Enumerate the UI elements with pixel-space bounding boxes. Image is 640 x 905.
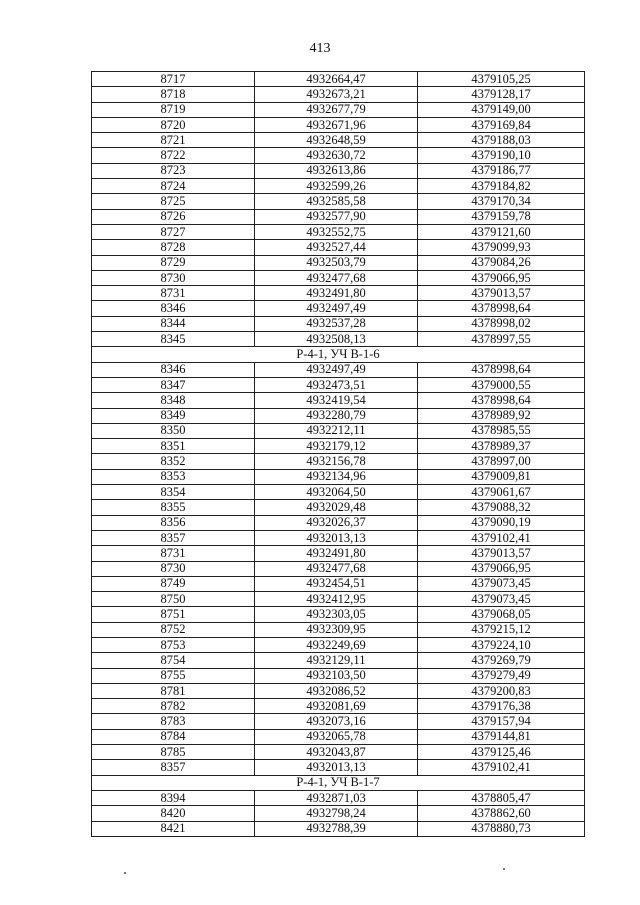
y-coordinate-cell: 4378998,64	[418, 362, 585, 377]
table-row	[92, 683, 585, 698]
point-number-cell: 8724	[92, 179, 255, 194]
table-row	[92, 72, 585, 87]
table-row	[92, 286, 585, 301]
x-coordinate-cell: 4932630,72	[255, 148, 418, 163]
x-coordinate-cell: 4932134,96	[255, 469, 418, 484]
point-number-cell: 8728	[92, 240, 255, 255]
x-coordinate-cell: 4932249,69	[255, 637, 418, 652]
point-number-cell: 8420	[92, 806, 255, 821]
y-coordinate-cell: 4379121,60	[418, 224, 585, 239]
point-number-cell: 8352	[92, 454, 255, 469]
scan-speck	[124, 872, 126, 874]
point-number-cell: 8718	[92, 87, 255, 102]
y-coordinate-cell: 4378985,55	[418, 423, 585, 438]
point-number-cell: 8348	[92, 393, 255, 408]
point-number-cell: 8731	[92, 546, 255, 561]
point-number-cell: 8357	[92, 530, 255, 545]
table-row	[92, 301, 585, 316]
section-header-row	[92, 347, 585, 362]
x-coordinate-cell: 4932065,78	[255, 729, 418, 744]
section-title: Р-4-1, УЧ В-1-7	[92, 775, 585, 790]
table-row	[92, 194, 585, 209]
y-coordinate-cell: 4378989,92	[418, 408, 585, 423]
table-row	[92, 255, 585, 270]
y-coordinate-cell: 4379099,93	[418, 240, 585, 255]
point-number-cell: 8350	[92, 423, 255, 438]
point-number-cell: 8749	[92, 576, 255, 591]
x-coordinate-cell: 4932412,95	[255, 592, 418, 607]
point-number-cell: 8717	[92, 72, 255, 87]
point-number-cell: 8394	[92, 790, 255, 805]
table-row	[92, 224, 585, 239]
table-row	[92, 745, 585, 760]
table-row	[92, 653, 585, 668]
y-coordinate-cell: 4378880,73	[418, 821, 585, 836]
x-coordinate-cell: 4932129,11	[255, 653, 418, 668]
point-number-cell: 8347	[92, 377, 255, 392]
y-coordinate-cell: 4379169,84	[418, 117, 585, 132]
x-coordinate-cell: 4932073,16	[255, 714, 418, 729]
y-coordinate-cell: 4379066,95	[418, 270, 585, 285]
section-title: Р-4-1, УЧ В-1-6	[92, 347, 585, 362]
x-coordinate-cell: 4932064,50	[255, 485, 418, 500]
table-row	[92, 133, 585, 148]
point-number-cell: 8754	[92, 653, 255, 668]
x-coordinate-cell: 4932309,95	[255, 622, 418, 637]
y-coordinate-cell: 4379170,34	[418, 194, 585, 209]
table-row	[92, 393, 585, 408]
x-coordinate-cell: 4932103,50	[255, 668, 418, 683]
table-row	[92, 714, 585, 729]
x-coordinate-cell: 4932156,78	[255, 454, 418, 469]
point-number-cell: 8346	[92, 301, 255, 316]
table-row	[92, 270, 585, 285]
x-coordinate-cell: 4932648,59	[255, 133, 418, 148]
point-number-cell: 8345	[92, 332, 255, 347]
y-coordinate-cell: 4379125,46	[418, 745, 585, 760]
y-coordinate-cell: 4379176,38	[418, 699, 585, 714]
point-number-cell: 8751	[92, 607, 255, 622]
point-number-cell: 8730	[92, 561, 255, 576]
x-coordinate-cell: 4932473,51	[255, 377, 418, 392]
point-number-cell: 8727	[92, 224, 255, 239]
x-coordinate-cell: 4932577,90	[255, 209, 418, 224]
section-header-row	[92, 775, 585, 790]
y-coordinate-cell: 4379128,17	[418, 87, 585, 102]
x-coordinate-cell: 4932537,28	[255, 316, 418, 331]
point-number-cell: 8719	[92, 102, 255, 117]
point-number-cell: 8351	[92, 439, 255, 454]
x-coordinate-cell: 4932497,49	[255, 301, 418, 316]
point-number-cell: 8721	[92, 133, 255, 148]
table-row	[92, 332, 585, 347]
point-number-cell: 8781	[92, 683, 255, 698]
point-number-cell: 8726	[92, 209, 255, 224]
point-number-cell: 8753	[92, 637, 255, 652]
y-coordinate-cell: 4379105,25	[418, 72, 585, 87]
table-row	[92, 790, 585, 805]
x-coordinate-cell: 4932081,69	[255, 699, 418, 714]
y-coordinate-cell: 4379068,05	[418, 607, 585, 622]
point-number-cell: 8784	[92, 729, 255, 744]
table-row	[92, 729, 585, 744]
table-row	[92, 117, 585, 132]
y-coordinate-cell: 4379090,19	[418, 515, 585, 530]
table-row	[92, 576, 585, 591]
y-coordinate-cell: 4378998,64	[418, 301, 585, 316]
table-row	[92, 760, 585, 775]
point-number-cell: 8723	[92, 163, 255, 178]
point-number-cell: 8750	[92, 592, 255, 607]
table-row	[92, 622, 585, 637]
point-number-cell: 8344	[92, 316, 255, 331]
x-coordinate-cell: 4932013,13	[255, 530, 418, 545]
table-row	[92, 637, 585, 652]
y-coordinate-cell: 4379184,82	[418, 179, 585, 194]
y-coordinate-cell: 4378862,60	[418, 806, 585, 821]
x-coordinate-cell: 4932491,80	[255, 546, 418, 561]
table-row	[92, 485, 585, 500]
scan-speck	[503, 868, 505, 870]
x-coordinate-cell: 4932677,79	[255, 102, 418, 117]
y-coordinate-cell: 4379200,83	[418, 683, 585, 698]
table-row	[92, 163, 585, 178]
y-coordinate-cell: 4379224,10	[418, 637, 585, 652]
y-coordinate-cell: 4378998,02	[418, 316, 585, 331]
table-row	[92, 500, 585, 515]
table-row	[92, 546, 585, 561]
x-coordinate-cell: 4932013,13	[255, 760, 418, 775]
y-coordinate-cell: 4379073,45	[418, 592, 585, 607]
x-coordinate-cell: 4932527,44	[255, 240, 418, 255]
x-coordinate-cell: 4932419,54	[255, 393, 418, 408]
y-coordinate-cell: 4379149,00	[418, 102, 585, 117]
table-row	[92, 148, 585, 163]
page-number: 413	[309, 41, 331, 56]
coordinates-table	[91, 71, 585, 837]
point-number-cell: 8725	[92, 194, 255, 209]
point-number-cell: 8356	[92, 515, 255, 530]
y-coordinate-cell: 4379013,57	[418, 546, 585, 561]
x-coordinate-cell: 4932497,49	[255, 362, 418, 377]
x-coordinate-cell: 4932503,79	[255, 255, 418, 270]
x-coordinate-cell: 4932477,68	[255, 270, 418, 285]
x-coordinate-cell: 4932552,75	[255, 224, 418, 239]
x-coordinate-cell: 4932086,52	[255, 683, 418, 698]
point-number-cell: 8752	[92, 622, 255, 637]
point-number-cell: 8357	[92, 760, 255, 775]
point-number-cell: 8731	[92, 286, 255, 301]
table-row	[92, 607, 585, 622]
y-coordinate-cell: 4378989,37	[418, 439, 585, 454]
y-coordinate-cell: 4379190,10	[418, 148, 585, 163]
x-coordinate-cell: 4932026,37	[255, 515, 418, 530]
y-coordinate-cell: 4378997,00	[418, 454, 585, 469]
x-coordinate-cell: 4932788,39	[255, 821, 418, 836]
x-coordinate-cell: 4932029,48	[255, 500, 418, 515]
x-coordinate-cell: 4932671,96	[255, 117, 418, 132]
table-row	[92, 454, 585, 469]
y-coordinate-cell: 4379159,78	[418, 209, 585, 224]
x-coordinate-cell: 4932491,80	[255, 286, 418, 301]
table-row	[92, 377, 585, 392]
y-coordinate-cell: 4378805,47	[418, 790, 585, 805]
table-row	[92, 102, 585, 117]
x-coordinate-cell: 4932599,26	[255, 179, 418, 194]
point-number-cell: 8355	[92, 500, 255, 515]
x-coordinate-cell: 4932871,03	[255, 790, 418, 805]
table-row	[92, 240, 585, 255]
x-coordinate-cell: 4932212,11	[255, 423, 418, 438]
table-row	[92, 423, 585, 438]
x-coordinate-cell: 4932280,79	[255, 408, 418, 423]
y-coordinate-cell: 4379073,45	[418, 576, 585, 591]
x-coordinate-cell: 4932585,58	[255, 194, 418, 209]
x-coordinate-cell: 4932043,87	[255, 745, 418, 760]
point-number-cell: 8730	[92, 270, 255, 285]
table-row	[92, 515, 585, 530]
point-number-cell: 8755	[92, 668, 255, 683]
table-row	[92, 668, 585, 683]
x-coordinate-cell: 4932508,13	[255, 332, 418, 347]
x-coordinate-cell: 4932798,24	[255, 806, 418, 821]
x-coordinate-cell: 4932673,21	[255, 87, 418, 102]
y-coordinate-cell: 4379215,12	[418, 622, 585, 637]
x-coordinate-cell: 4932454,51	[255, 576, 418, 591]
point-number-cell: 8353	[92, 469, 255, 484]
x-coordinate-cell: 4932613,86	[255, 163, 418, 178]
table-row	[92, 209, 585, 224]
coordinates-table-body	[92, 72, 585, 837]
table-row	[92, 469, 585, 484]
table-row	[92, 179, 585, 194]
y-coordinate-cell: 4379000,55	[418, 377, 585, 392]
y-coordinate-cell: 4379102,41	[418, 530, 585, 545]
point-number-cell: 8720	[92, 117, 255, 132]
x-coordinate-cell: 4932179,12	[255, 439, 418, 454]
point-number-cell: 8729	[92, 255, 255, 270]
table-row	[92, 439, 585, 454]
y-coordinate-cell: 4379013,57	[418, 286, 585, 301]
table-row	[92, 821, 585, 836]
point-number-cell: 8354	[92, 485, 255, 500]
x-coordinate-cell: 4932477,68	[255, 561, 418, 576]
y-coordinate-cell: 4379269,79	[418, 653, 585, 668]
y-coordinate-cell: 4379188,03	[418, 133, 585, 148]
point-number-cell: 8346	[92, 362, 255, 377]
y-coordinate-cell: 4379061,67	[418, 485, 585, 500]
point-number-cell: 8722	[92, 148, 255, 163]
table-row	[92, 362, 585, 377]
y-coordinate-cell: 4379066,95	[418, 561, 585, 576]
y-coordinate-cell: 4378998,64	[418, 393, 585, 408]
point-number-cell: 8782	[92, 699, 255, 714]
table-row	[92, 561, 585, 576]
y-coordinate-cell: 4379186,77	[418, 163, 585, 178]
y-coordinate-cell: 4379088,32	[418, 500, 585, 515]
y-coordinate-cell: 4378997,55	[418, 332, 585, 347]
table-row	[92, 806, 585, 821]
y-coordinate-cell: 4379009,81	[418, 469, 585, 484]
table-row	[92, 530, 585, 545]
x-coordinate-cell: 4932303,05	[255, 607, 418, 622]
table-row	[92, 316, 585, 331]
y-coordinate-cell: 4379157,94	[418, 714, 585, 729]
point-number-cell: 8421	[92, 821, 255, 836]
y-coordinate-cell: 4379102,41	[418, 760, 585, 775]
y-coordinate-cell: 4379084,26	[418, 255, 585, 270]
table-row	[92, 408, 585, 423]
point-number-cell: 8785	[92, 745, 255, 760]
table-row	[92, 699, 585, 714]
point-number-cell: 8349	[92, 408, 255, 423]
y-coordinate-cell: 4379279,49	[418, 668, 585, 683]
table-row	[92, 87, 585, 102]
table-row	[92, 592, 585, 607]
x-coordinate-cell: 4932664,47	[255, 72, 418, 87]
y-coordinate-cell: 4379144,81	[418, 729, 585, 744]
point-number-cell: 8783	[92, 714, 255, 729]
